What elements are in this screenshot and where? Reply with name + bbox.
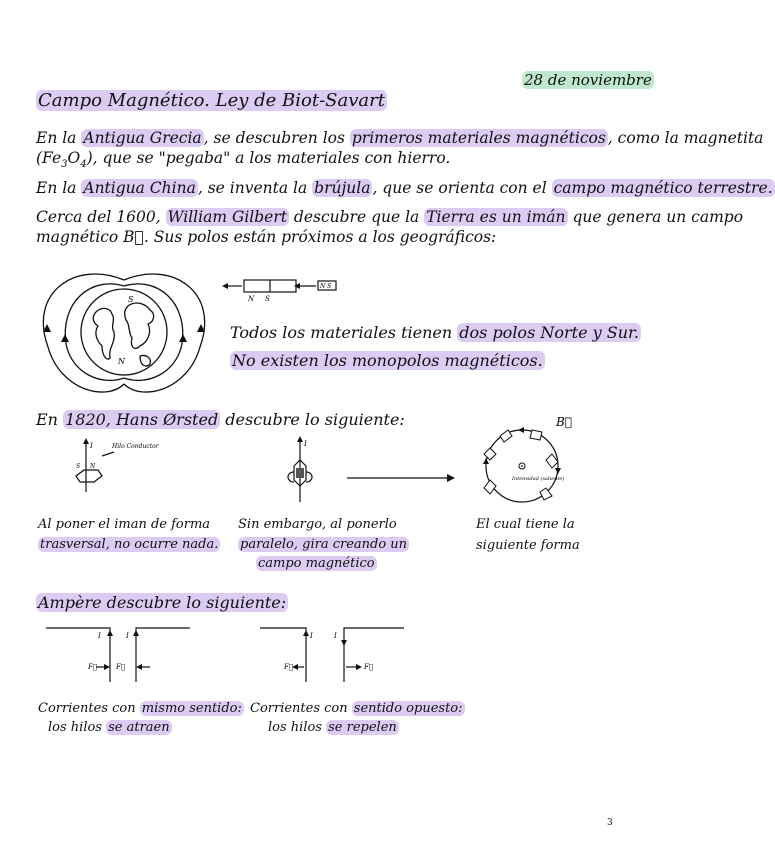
highlight-william-gilbert: William Gilbert: [167, 208, 287, 226]
small-magnet-label: N S: [320, 283, 332, 290]
text: Sin embargo, al ponerlo: [238, 517, 397, 532]
b-vector-label: B⃗: [556, 415, 573, 429]
transition-arrow: [345, 472, 457, 484]
current-label: I: [304, 440, 307, 448]
continent: [125, 303, 154, 348]
pole-n-label: N: [118, 357, 125, 366]
text: El cual tiene la: [476, 517, 575, 532]
compass: [484, 448, 496, 460]
oersted-fig-circular-field: [472, 414, 572, 510]
text: descubre lo siguiente:: [225, 410, 405, 429]
page-title: [36, 89, 387, 113]
text: siguiente forma: [476, 538, 580, 553]
current-arrow-head: [303, 630, 309, 636]
text: En: [36, 410, 58, 429]
highlight-se-atraen: se atraen: [108, 720, 170, 735]
highlight-tierra-iman: Tierra es un imán: [426, 208, 566, 226]
current-label: I: [126, 632, 129, 640]
text: Cerca del 1600,: [36, 208, 161, 226]
earth-field-drawing: [36, 262, 211, 412]
cap1-line2: [38, 536, 220, 553]
text: , se inventa la: [197, 179, 308, 197]
current-label: I: [90, 442, 93, 450]
rotation-arc: [306, 472, 312, 482]
text: los hilos: [268, 720, 322, 735]
para1-line1: [36, 128, 763, 148]
amp-cap-left-line1: [38, 700, 244, 717]
date-text: 28 de noviembre: [524, 71, 652, 89]
subscript: 3: [61, 159, 68, 171]
oersted-heading: [36, 410, 405, 430]
cap3-line2: [476, 537, 580, 554]
arrow-head: [483, 458, 489, 464]
text: . Sus polos están próximos a los geográficos:: [143, 228, 497, 246]
current-arrow-head: [107, 630, 113, 636]
highlight-antigua-grecia: Antigua Grecia: [83, 129, 202, 147]
force-label: F⃗: [284, 663, 294, 671]
highlight-dos-polos: dos polos Norte y Sur.: [459, 323, 639, 342]
cap2-line2: [238, 536, 409, 553]
arrow-head: [83, 438, 89, 444]
continent: [140, 355, 150, 365]
force-arrow-head: [356, 664, 362, 670]
current-label: I: [98, 632, 101, 640]
force-label: F⃗: [116, 663, 126, 671]
ampere-heading: [36, 593, 288, 613]
para2: [36, 178, 775, 198]
bar-magnet-drawing: [220, 276, 345, 304]
highlight-se-repelen: se repelen: [328, 720, 397, 735]
highlight-oersted: 1820, Hans Ørsted: [65, 410, 219, 429]
text: , que se orienta con el: [372, 179, 547, 197]
arrow-head: [555, 468, 561, 474]
field-line: [43, 274, 124, 392]
highlight-no-ocurre-nada: trasversal, no ocurre nada.: [40, 537, 219, 552]
wire-left: [260, 628, 306, 682]
highlight-campo-magnetico: campo magnético: [258, 556, 375, 571]
compass: [484, 480, 496, 494]
text: descubre que la: [293, 208, 420, 226]
poles-note-line1: [230, 323, 641, 343]
current-out-dot: [521, 465, 523, 467]
force-arrow-head: [136, 664, 142, 670]
compass: [530, 430, 542, 440]
text: que genera un campo: [572, 208, 744, 226]
ampere-fig-repel: [258, 620, 408, 686]
text: ), que se "pegaba" a los materiales con hierro.: [86, 149, 451, 167]
current-arrow-head: [341, 640, 347, 646]
amp-cap-right-line2: [268, 719, 399, 736]
b-vector: B⃗: [123, 228, 144, 246]
date: [522, 70, 654, 90]
arrow-head: [179, 334, 187, 342]
para3-line2: [36, 227, 496, 247]
field-line: [124, 274, 205, 392]
text: En la: [36, 129, 77, 147]
pole-s-label: S: [128, 295, 134, 304]
text: los hilos: [48, 720, 102, 735]
current-label: Intensidad (saliente): [512, 476, 565, 482]
compass: [76, 470, 102, 482]
arrow-head: [518, 427, 524, 433]
compass-n-label: N: [90, 463, 96, 470]
subscript: 4: [80, 159, 87, 171]
highlight-sentido-opuesto: sentido opuesto:: [353, 701, 463, 716]
text: Todos los materiales tienen: [230, 323, 453, 342]
oersted-fig-parallel: [282, 436, 327, 506]
highlight-brujula: brújula: [314, 179, 371, 197]
magnet-n-label: N: [248, 295, 255, 303]
arrow-head: [294, 283, 300, 289]
oersted-fig-transverse: [62, 436, 162, 496]
text: , como la magnetita: [607, 129, 764, 147]
force-arrow-head: [104, 664, 110, 670]
wire-right: [344, 628, 404, 682]
text: Corrientes con: [250, 701, 348, 716]
text: (Fe: [36, 149, 62, 167]
text: Al poner el iman de forma: [38, 517, 211, 532]
text: O: [67, 149, 81, 167]
text: En la: [36, 179, 77, 197]
page-number: [607, 818, 613, 828]
compass-s-label: S: [76, 463, 81, 470]
highlight-monopolos: No existen los monopolos magnéticos.: [232, 351, 543, 370]
amp-cap-left-line2: [48, 719, 172, 736]
highlight-mismo-sentido: mismo sentido:: [141, 701, 242, 716]
cap1-line1: [38, 516, 210, 533]
arrow-head: [222, 283, 228, 289]
para1-line2: [36, 148, 450, 175]
wire-right: [136, 628, 190, 682]
arrow-head: [297, 436, 303, 442]
magnet-s-label: S: [265, 295, 270, 303]
arrow-head: [447, 474, 455, 482]
highlight-campo-terrestre: campo magnético terrestre.: [553, 179, 773, 197]
cap2-line3: [256, 555, 377, 572]
cap3-line1: [476, 516, 575, 533]
highlight-primeros-materiales: primeros materiales magnéticos: [351, 129, 606, 147]
highlight-antigua-china: Antigua China: [83, 179, 196, 197]
arrow-head: [61, 334, 69, 342]
current-label: I: [334, 632, 337, 640]
highlight-paralelo: paralelo, gira creando un: [240, 537, 408, 552]
current-arrow-head: [133, 630, 139, 636]
page-number-text: 3: [607, 818, 613, 828]
text: Corrientes con: [38, 701, 136, 716]
compass-needle: [296, 468, 304, 478]
amp-cap-right-line1: [250, 700, 465, 717]
field-line: [65, 284, 124, 381]
text: magnético: [36, 228, 119, 246]
continent: [93, 308, 114, 359]
highlight-ampere: Ampère descubre lo siguiente:: [38, 593, 287, 612]
para3-line1: [36, 207, 743, 227]
cap2-line1: [238, 516, 397, 533]
label-pointer: [102, 452, 114, 456]
current-label: I: [310, 632, 313, 640]
poles-note-line2: [230, 351, 545, 371]
ampere-fig-attract: [44, 620, 194, 686]
force-label: F⃗: [88, 663, 98, 671]
rotation-arc: [288, 472, 294, 482]
title-text: Campo Magnético. Ley de Biot-Savart: [38, 90, 385, 111]
compass: [540, 488, 552, 500]
text: , se descubren los: [203, 129, 345, 147]
force-label: F⃗: [364, 663, 374, 671]
wire-label: Hilo Conductor: [112, 443, 159, 450]
